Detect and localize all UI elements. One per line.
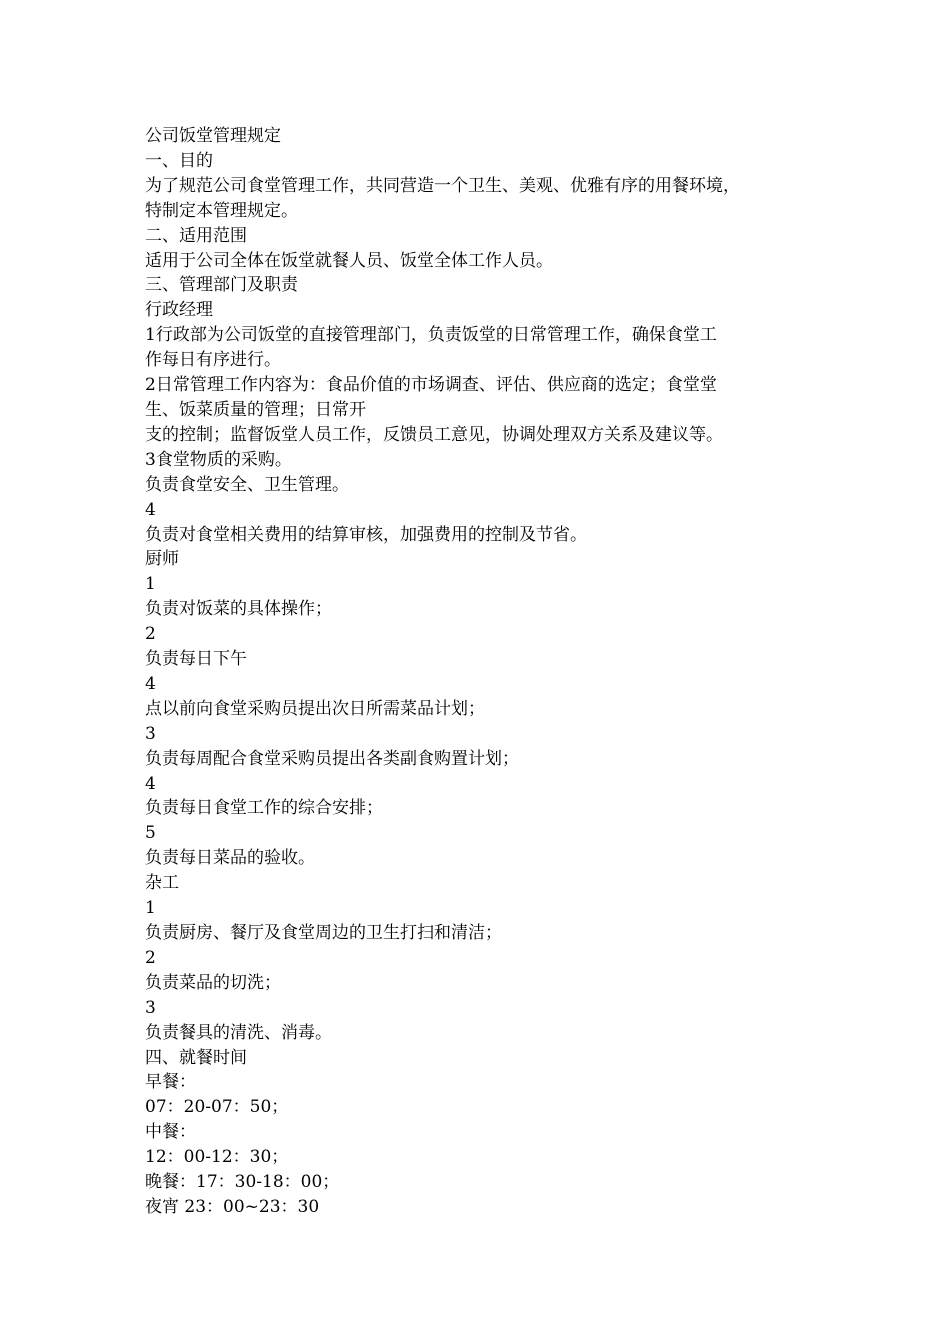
document-page [145,124,825,1220]
document-line: 负责餐具的清洗、消毒。 [145,1022,332,1043]
document-line: 3食堂物质的采购。 [145,449,292,470]
document-line: 三、管理部门及职责 [145,275,298,296]
document-line: 负责对食堂相关费用的结算审核，加强费用的控制及节省。 [145,524,587,545]
document-line: 负责每日食堂工作的综合安排； [145,798,383,819]
document-line: 12：00-12：30； [145,1147,289,1168]
document-line: 负责厨房、餐厅及食堂周边的卫生打扫和清洁； [145,923,502,943]
document-line: 4 [145,773,156,794]
document-line: 作每日有序进行。 [145,350,281,371]
document-line: 负责每日下午 [145,649,247,670]
document-line: 杂工 [145,873,179,894]
document-body [145,149,825,1220]
document-line: 特制定本管理规定。 [145,200,298,221]
document-line: 负责菜品的切洗； [145,972,281,993]
document-line: 早餐： [145,1072,196,1093]
document-line: 四、就餐时间 [145,1047,247,1068]
document-line: 中餐： [145,1122,196,1143]
document-line: 一、目的 [145,150,213,171]
document-line: 5 [145,823,156,844]
document-line: 1 [145,574,156,595]
document-line: 07：20-07：50； [145,1097,289,1118]
document-title: 公司饭堂管理规定 [145,126,281,146]
document-line: 点以前向食堂采购员提出次日所需菜品计划； [145,698,485,719]
document-line: 为了规范公司食堂管理工作，共同营造一个卫生、美观、优雅有序的用餐环境， [145,175,740,196]
document-line: 行政经理 [145,300,213,321]
document-line: 夜宵 23：00~23：30 [145,1196,320,1217]
document-line: 晚餐：17：30-18：00； [145,1172,340,1193]
document-line: 1行政部为公司饭堂的直接管理部门，负责饭堂的日常管理工作，确保食堂工 [145,325,717,346]
document-line: 2 [145,947,156,968]
document-line: 3 [145,723,156,744]
document-line: 负责对饭菜的具体操作； [145,599,332,620]
document-line: 负责食堂安全、卫生管理。 [145,474,349,495]
document-line: 4 [145,673,156,694]
document-line: 厨师 [145,549,179,570]
document-line: 2日常管理工作内容为：食品价值的市场调查、评估、供应商的选定；食堂堂 [145,375,717,396]
document-line: 3 [145,997,156,1018]
document-line: 4 [145,499,156,520]
document-line: 生、饭菜质量的管理；日常开 [145,399,366,420]
document-line: 负责每周配合食堂采购员提出各类副食购置计划； [145,748,519,769]
document-line: 支的控制；监督饭堂人员工作，反馈员工意见，协调处理双方关系及建议等。 [145,424,723,445]
document-line: 二、适用范围 [145,225,247,246]
document-line: 2 [145,624,156,645]
document-line: 负责每日菜品的验收。 [145,848,315,869]
document-line: 1 [145,898,156,919]
document-line: 适用于公司全体在饭堂就餐人员、饭堂全体工作人员。 [145,250,553,271]
